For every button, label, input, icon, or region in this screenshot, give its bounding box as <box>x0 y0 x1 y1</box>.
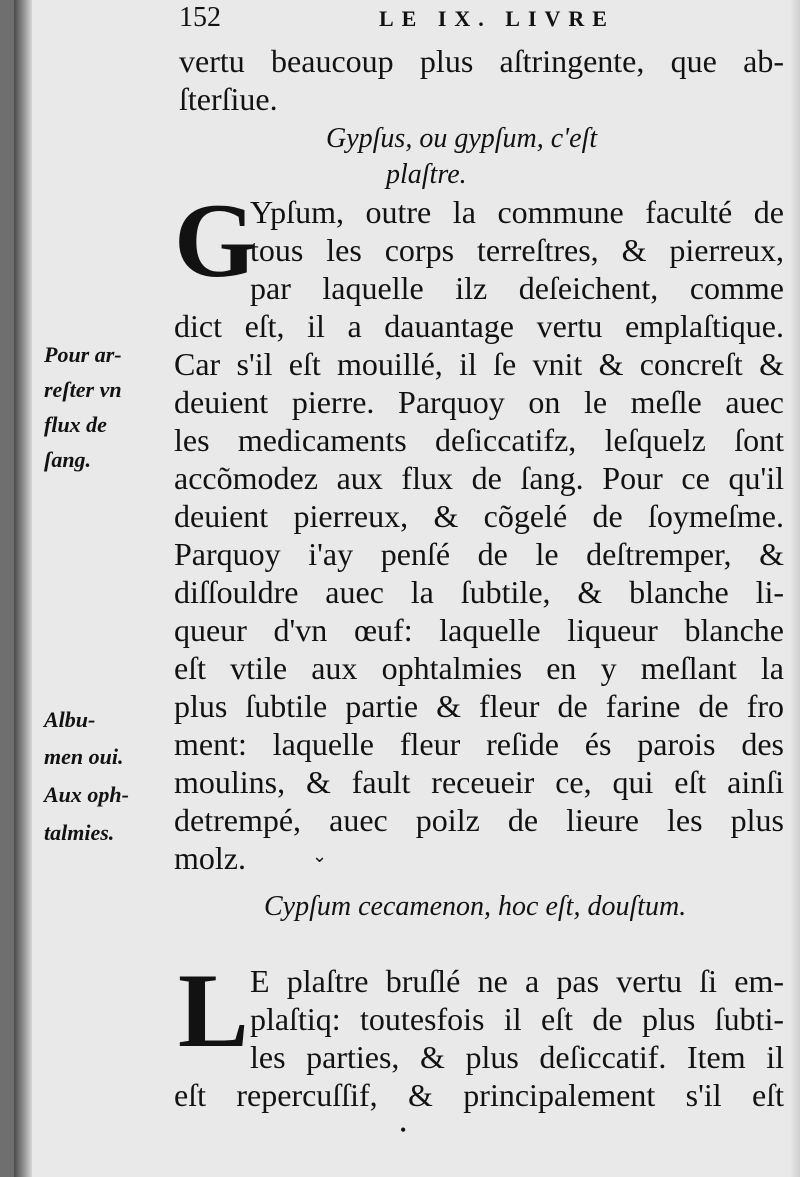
margin-note: men oui. <box>44 744 124 769</box>
drop-cap: G <box>174 182 257 299</box>
drop-cap: L <box>178 952 249 1069</box>
body-line: deuient pierreux, & cõgelé de ſoymeſme. <box>174 498 784 534</box>
body-line: eſt vtile aux ophtalmies en y meſlant la <box>174 650 784 686</box>
page-edge <box>790 0 800 1177</box>
margin-note: ſang. <box>44 447 92 472</box>
body-line: tous les corps terreſtres, & pierreux, <box>250 232 784 268</box>
margin-note: Albu- <box>44 707 96 732</box>
body-line: Parquoy i'ay penſé de le deſtremper, & <box>174 536 784 572</box>
ink-mark: ⌄ <box>312 846 328 866</box>
body-line: ment: laquelle fleur reſide és parois des <box>174 726 784 762</box>
margin-note: talmies. <box>44 820 115 845</box>
body-line: E plaſtre bruſlé ne a pas vertu ſi em- <box>250 963 784 999</box>
body-line: plaſtiq: toutesfois il eſt de plus ſubti- <box>250 1001 784 1037</box>
body-line: diſſouldre auec la ſubtile, & blanche li- <box>174 574 784 610</box>
body-line: deuient pierre. Parquoy on le meſle auec <box>174 384 784 420</box>
margin-note: flux de <box>44 412 107 437</box>
body-line: moulins, & fault receueir ce, qui eſt ainſi <box>174 764 784 800</box>
page-gutter <box>14 0 32 1177</box>
body-line: les parties, & plus deſiccatif. Item il <box>250 1039 784 1075</box>
running-title: LE IX. LIVRE <box>379 6 615 31</box>
body-line: detrempé, auec poilz de lieure les plus <box>174 802 784 838</box>
body-line: queur d'vn œuf: laquelle liqueur blanche <box>174 612 784 648</box>
body-line: Car s'il eſt mouillé, il ſe vnit & concreſt & <box>174 346 784 382</box>
margin-note: reſter vn <box>44 377 122 402</box>
section-heading: Cypſum cecamenon, hoc eſt, douſtum. <box>264 891 687 922</box>
body-line: accõmodez aux flux de ſang. Pour ce qu'il <box>174 460 784 496</box>
margin-note: Pour ar- <box>44 342 122 367</box>
body-line: les medicaments deſiccatifz, leſquelz ſont <box>174 422 784 458</box>
body-line: eſt repercuſſif, & principalement s'il eſt <box>174 1077 784 1113</box>
body-line: Ypſum, outre la commune faculté de <box>250 194 784 230</box>
body-line: plus ſubtile partie & fleur de farine de fro <box>174 688 784 724</box>
section-heading: Gypſus, ou gypſum, c'eſt <box>326 123 598 154</box>
section-heading-cont: plaſtre. <box>386 159 467 190</box>
margin-note: Aux oph- <box>44 782 129 807</box>
book-page <box>14 0 800 1177</box>
page-number: 152 <box>179 2 221 33</box>
body-line: dict eſt, il a dauantage vertu emplaſtique. <box>174 308 784 344</box>
body-line: ſterſiue. <box>179 81 278 117</box>
body-line: molz. <box>174 840 246 876</box>
body-line: par laquelle ilz deſeichent, comme <box>250 270 784 306</box>
body-line: vertu beaucoup plus aſtringente, que ab- <box>179 43 784 79</box>
ink-mark: • <box>400 1120 407 1140</box>
